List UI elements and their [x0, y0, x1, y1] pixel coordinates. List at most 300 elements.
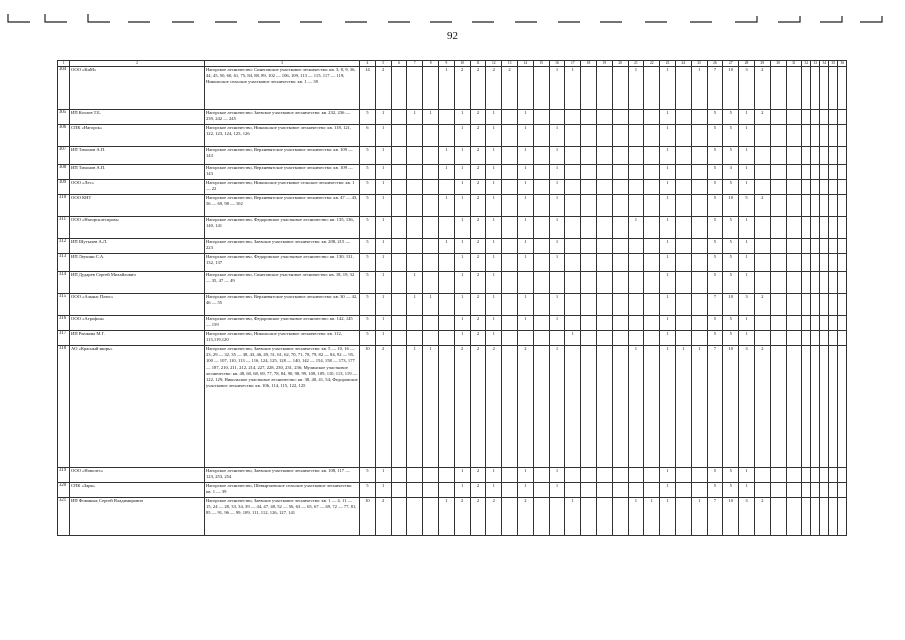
value-cell: [675, 272, 691, 294]
row-number: 315: [58, 294, 70, 316]
value-cell: 2: [470, 195, 486, 217]
table-row: [58, 165, 847, 180]
value-cell: [391, 165, 407, 180]
value-cell: [438, 254, 454, 272]
value-cell: [533, 272, 549, 294]
forest-location: Нагорское лесничество, Верхневятское участковое лесничество: кв. 109 — 143: [205, 165, 360, 180]
value-cell: 1: [517, 294, 533, 316]
forest-location: Нагорское лесничество, Верхневятское участковое лесничество: кв. 30 — 42, 46 — 55: [205, 294, 360, 316]
value-cell: [811, 110, 820, 125]
value-cell: 5: [723, 110, 739, 125]
value-cell: [391, 254, 407, 272]
value-cell: 1: [549, 254, 565, 272]
value-cell: [596, 316, 612, 331]
value-cell: 5: [360, 272, 376, 294]
column-number: 30: [770, 61, 786, 67]
row-number: 305: [58, 110, 70, 125]
value-cell: 1: [454, 294, 470, 316]
value-cell: [838, 217, 847, 239]
value-cell: [820, 195, 829, 217]
value-cell: [786, 346, 802, 468]
value-cell: 1: [454, 239, 470, 254]
value-cell: [675, 316, 691, 331]
value-cell: 1: [454, 217, 470, 239]
value-cell: 1: [438, 498, 454, 536]
value-cell: [838, 180, 847, 195]
page-number: 92: [447, 30, 458, 42]
value-cell: 1: [423, 110, 439, 125]
value-cell: 1: [739, 180, 755, 195]
value-cell: 2: [486, 67, 502, 110]
value-cell: 3: [739, 498, 755, 536]
value-cell: [502, 180, 518, 195]
value-cell: 2: [754, 110, 770, 125]
value-cell: 10: [360, 498, 376, 536]
value-cell: [811, 498, 820, 536]
row-number: 314: [58, 272, 70, 294]
value-cell: [407, 331, 423, 346]
value-cell: 1: [549, 239, 565, 254]
value-cell: 1: [565, 67, 581, 110]
value-cell: [802, 180, 811, 195]
value-cell: [754, 239, 770, 254]
value-cell: 5: [360, 180, 376, 195]
column-number: 20: [612, 61, 628, 67]
value-cell: 7: [707, 67, 723, 110]
column-number: 32: [802, 61, 811, 67]
value-cell: 1: [691, 346, 707, 468]
value-cell: [820, 239, 829, 254]
value-cell: 1: [486, 195, 502, 217]
column-number: 1: [58, 61, 70, 67]
value-cell: 10: [723, 67, 739, 110]
value-cell: [786, 498, 802, 536]
column-number: 22: [644, 61, 660, 67]
value-cell: [675, 331, 691, 346]
value-cell: 1: [739, 316, 755, 331]
value-cell: [423, 180, 439, 195]
value-cell: 5: [707, 147, 723, 165]
value-cell: 2: [754, 195, 770, 217]
value-cell: [811, 165, 820, 180]
value-cell: [423, 125, 439, 147]
value-cell: [502, 147, 518, 165]
value-cell: [581, 483, 597, 498]
value-cell: [820, 468, 829, 483]
column-number: 23: [660, 61, 676, 67]
value-cell: [391, 346, 407, 468]
value-cell: [675, 165, 691, 180]
value-cell: [675, 110, 691, 125]
value-cell: 5: [707, 331, 723, 346]
value-cell: [770, 272, 786, 294]
value-cell: 1: [660, 498, 676, 536]
value-cell: 1: [517, 110, 533, 125]
value-cell: [838, 346, 847, 468]
value-cell: [829, 272, 838, 294]
value-cell: [691, 239, 707, 254]
value-cell: [829, 165, 838, 180]
value-cell: 1: [486, 239, 502, 254]
value-cell: [438, 272, 454, 294]
value-cell: 1: [660, 217, 676, 239]
forest-location: Нагорское лесничество: Заевское участковое лесничество: кв. 232, 236 — 239, 242 — 245: [205, 110, 360, 125]
table-row: [58, 483, 847, 498]
value-cell: [829, 125, 838, 147]
value-cell: [407, 195, 423, 217]
value-cell: 1: [407, 272, 423, 294]
value-cell: 1: [565, 331, 581, 346]
column-number: 18: [581, 61, 597, 67]
value-cell: [391, 498, 407, 536]
value-cell: 1: [660, 272, 676, 294]
organization-name: ИП Рычкова М.Г.: [70, 331, 205, 346]
forest-location: Нагорское лесничество, Синеговское участковое лесничество: кв. 18, 19, 32 — 35, 47 — 49: [205, 272, 360, 294]
value-cell: [565, 125, 581, 147]
value-cell: [612, 195, 628, 217]
row-number: 309: [58, 180, 70, 195]
value-cell: 1: [660, 239, 676, 254]
value-cell: [838, 254, 847, 272]
value-cell: [628, 239, 644, 254]
table-row: [58, 346, 847, 468]
row-number: 308: [58, 165, 70, 180]
organization-name: ИП Козлов Т.Б.: [70, 110, 205, 125]
value-cell: [502, 498, 518, 536]
column-number: 35: [829, 61, 838, 67]
organization-name: ООО «КиМ»: [70, 67, 205, 110]
edge-mark: [88, 14, 110, 22]
value-cell: [502, 217, 518, 239]
value-cell: 2: [470, 239, 486, 254]
value-cell: 1: [660, 316, 676, 331]
value-cell: 10: [723, 346, 739, 468]
value-cell: [770, 468, 786, 483]
value-cell: [811, 217, 820, 239]
value-cell: [644, 468, 660, 483]
value-cell: [754, 217, 770, 239]
value-cell: [391, 468, 407, 483]
value-cell: [502, 331, 518, 346]
value-cell: [675, 195, 691, 217]
value-cell: [581, 180, 597, 195]
row-number: 321: [58, 498, 70, 536]
value-cell: [786, 125, 802, 147]
value-cell: 2: [470, 498, 486, 536]
value-cell: 2: [375, 67, 391, 110]
value-cell: [691, 147, 707, 165]
value-cell: 1: [486, 180, 502, 195]
value-cell: [391, 147, 407, 165]
value-cell: [502, 110, 518, 125]
value-cell: [838, 294, 847, 316]
value-cell: 2: [470, 147, 486, 165]
value-cell: [533, 195, 549, 217]
value-cell: [581, 67, 597, 110]
value-cell: [502, 316, 518, 331]
value-cell: [811, 67, 820, 110]
table-row: [58, 180, 847, 195]
value-cell: [691, 468, 707, 483]
value-cell: [533, 254, 549, 272]
value-cell: [675, 180, 691, 195]
value-cell: [770, 498, 786, 536]
value-cell: [565, 180, 581, 195]
value-cell: 1: [375, 316, 391, 331]
value-cell: [754, 165, 770, 180]
value-cell: [438, 217, 454, 239]
value-cell: [838, 272, 847, 294]
value-cell: [820, 498, 829, 536]
value-cell: 1: [628, 346, 644, 468]
value-cell: 2: [470, 217, 486, 239]
value-cell: 7: [707, 346, 723, 468]
table-row: [58, 217, 847, 239]
value-cell: 1: [549, 180, 565, 195]
value-cell: [829, 294, 838, 316]
table-row: [58, 294, 847, 316]
organization-name: ООО «Агрофон»: [70, 316, 205, 331]
value-cell: [533, 110, 549, 125]
value-cell: [533, 125, 549, 147]
value-cell: 1: [517, 180, 533, 195]
value-cell: 10: [723, 498, 739, 536]
row-number: 317: [58, 331, 70, 346]
edge-mark: [820, 16, 842, 22]
value-cell: [423, 239, 439, 254]
value-cell: [391, 110, 407, 125]
value-cell: 1: [375, 110, 391, 125]
value-cell: 2: [754, 67, 770, 110]
value-cell: 5: [707, 110, 723, 125]
value-cell: 5: [723, 483, 739, 498]
row-number: 313: [58, 254, 70, 272]
value-cell: 5: [707, 468, 723, 483]
register-table: [57, 60, 847, 536]
value-cell: 1: [644, 498, 660, 536]
table-row: [58, 272, 847, 294]
organization-name: АО «Красный якорь»: [70, 346, 205, 468]
value-cell: [438, 468, 454, 483]
value-cell: [596, 468, 612, 483]
value-cell: [811, 316, 820, 331]
value-cell: 1: [660, 294, 676, 316]
value-cell: [612, 294, 628, 316]
value-cell: 1: [375, 147, 391, 165]
value-cell: [596, 346, 612, 468]
value-cell: 2: [470, 125, 486, 147]
value-cell: 1: [739, 147, 755, 165]
value-cell: [675, 125, 691, 147]
value-cell: [612, 239, 628, 254]
value-cell: 7: [707, 294, 723, 316]
value-cell: [438, 125, 454, 147]
value-cell: [596, 483, 612, 498]
value-cell: 1: [454, 468, 470, 483]
value-cell: [391, 195, 407, 217]
value-cell: [612, 217, 628, 239]
value-cell: [838, 147, 847, 165]
forest-location: Нагорское лесничество, Заевское участковое лесничество: кв. 208, 215 — 223: [205, 239, 360, 254]
value-cell: [770, 147, 786, 165]
forest-location: Нагорское лесничество, Никольское участковое лесничество: кв. 118, 121, 122, 123, 124, 125, 126: [205, 125, 360, 147]
forest-location: Нагорское лесничество, Федоровское участковое лесничество: кв. 142, 145 — 159: [205, 316, 360, 331]
column-number: 5: [375, 61, 391, 67]
column-number: 8: [423, 61, 439, 67]
value-cell: 10: [360, 346, 376, 468]
value-cell: [628, 180, 644, 195]
value-cell: [754, 180, 770, 195]
value-cell: [502, 195, 518, 217]
value-cell: 5: [707, 125, 723, 147]
value-cell: [770, 331, 786, 346]
value-cell: [502, 483, 518, 498]
value-cell: [644, 272, 660, 294]
value-cell: 1: [549, 483, 565, 498]
value-cell: 2: [470, 346, 486, 468]
value-cell: [675, 294, 691, 316]
value-cell: [770, 239, 786, 254]
value-cell: [811, 195, 820, 217]
value-cell: 1: [486, 468, 502, 483]
value-cell: 1: [739, 468, 755, 483]
organization-name: СПК «Заря»: [70, 483, 205, 498]
value-cell: 5: [723, 331, 739, 346]
value-cell: [820, 147, 829, 165]
value-cell: 5: [707, 316, 723, 331]
value-cell: [829, 331, 838, 346]
value-cell: [770, 217, 786, 239]
column-number: 16: [549, 61, 565, 67]
value-cell: [838, 468, 847, 483]
forest-location: Нагорское лесничество, Верхневятское участковое лесничество: кв. 47 — 43, 56 — 69, 98 — 102: [205, 195, 360, 217]
column-number: 17: [565, 61, 581, 67]
value-cell: [391, 294, 407, 316]
value-cell: [612, 498, 628, 536]
organization-name: ООО «Новолес»: [70, 468, 205, 483]
value-cell: 5: [723, 217, 739, 239]
value-cell: [533, 180, 549, 195]
value-cell: 5: [707, 165, 723, 180]
value-cell: [802, 483, 811, 498]
value-cell: [391, 272, 407, 294]
column-number: 7: [407, 61, 423, 67]
value-cell: [596, 125, 612, 147]
value-cell: [581, 331, 597, 346]
organization-name: ИП Дударев Сергей Михайлович: [70, 272, 205, 294]
value-cell: [502, 125, 518, 147]
value-cell: 1: [517, 195, 533, 217]
value-cell: [612, 254, 628, 272]
value-cell: [565, 294, 581, 316]
row-number: 320: [58, 483, 70, 498]
value-cell: [423, 217, 439, 239]
value-cell: [691, 165, 707, 180]
value-cell: 5: [723, 147, 739, 165]
column-number: 6: [391, 61, 407, 67]
value-cell: [820, 217, 829, 239]
value-cell: [691, 254, 707, 272]
value-cell: 1: [486, 217, 502, 239]
column-number: 28: [739, 61, 755, 67]
value-cell: 1: [549, 125, 565, 147]
value-cell: [838, 125, 847, 147]
value-cell: [802, 67, 811, 110]
value-cell: [565, 272, 581, 294]
value-cell: [596, 498, 612, 536]
value-cell: 1: [486, 272, 502, 294]
value-cell: 5: [360, 195, 376, 217]
value-cell: 1: [486, 254, 502, 272]
value-cell: [802, 110, 811, 125]
value-cell: 2: [486, 346, 502, 468]
value-cell: [644, 195, 660, 217]
value-cell: [644, 217, 660, 239]
value-cell: [581, 125, 597, 147]
value-cell: [786, 217, 802, 239]
value-cell: 1: [739, 165, 755, 180]
value-cell: 1: [407, 110, 423, 125]
value-cell: [407, 180, 423, 195]
value-cell: [811, 468, 820, 483]
value-cell: [820, 294, 829, 316]
value-cell: [565, 468, 581, 483]
value-cell: 1: [454, 331, 470, 346]
value-cell: [770, 165, 786, 180]
value-cell: 3: [739, 67, 755, 110]
value-cell: [423, 272, 439, 294]
value-cell: 1: [739, 125, 755, 147]
value-cell: [691, 294, 707, 316]
value-cell: 1: [660, 110, 676, 125]
value-cell: [770, 195, 786, 217]
value-cell: 5: [360, 110, 376, 125]
value-cell: [754, 272, 770, 294]
value-cell: [581, 316, 597, 331]
value-cell: 5: [360, 468, 376, 483]
value-cell: 6: [360, 125, 376, 147]
value-cell: 1: [660, 147, 676, 165]
table-row: [58, 67, 847, 110]
value-cell: [786, 272, 802, 294]
forest-location: Нагорское лесничество, Никольское участковое лесничество: кв. 112, 113,119,120: [205, 331, 360, 346]
value-cell: [786, 294, 802, 316]
value-cell: [811, 346, 820, 468]
value-cell: 1: [565, 498, 581, 536]
value-cell: 1: [739, 239, 755, 254]
value-cell: [533, 217, 549, 239]
value-cell: 2: [754, 346, 770, 468]
value-cell: [820, 254, 829, 272]
value-cell: [838, 498, 847, 536]
value-cell: [502, 346, 518, 468]
value-cell: 2: [375, 346, 391, 468]
value-cell: [407, 239, 423, 254]
value-cell: [820, 110, 829, 125]
value-cell: [675, 239, 691, 254]
column-number: 4: [360, 61, 376, 67]
value-cell: [612, 468, 628, 483]
value-cell: 1: [691, 498, 707, 536]
value-cell: 1: [375, 195, 391, 217]
value-cell: [423, 147, 439, 165]
value-cell: 1: [375, 180, 391, 195]
value-cell: 10: [723, 195, 739, 217]
value-cell: 1: [454, 483, 470, 498]
value-cell: [838, 195, 847, 217]
value-cell: [438, 346, 454, 468]
value-cell: 5: [707, 217, 723, 239]
